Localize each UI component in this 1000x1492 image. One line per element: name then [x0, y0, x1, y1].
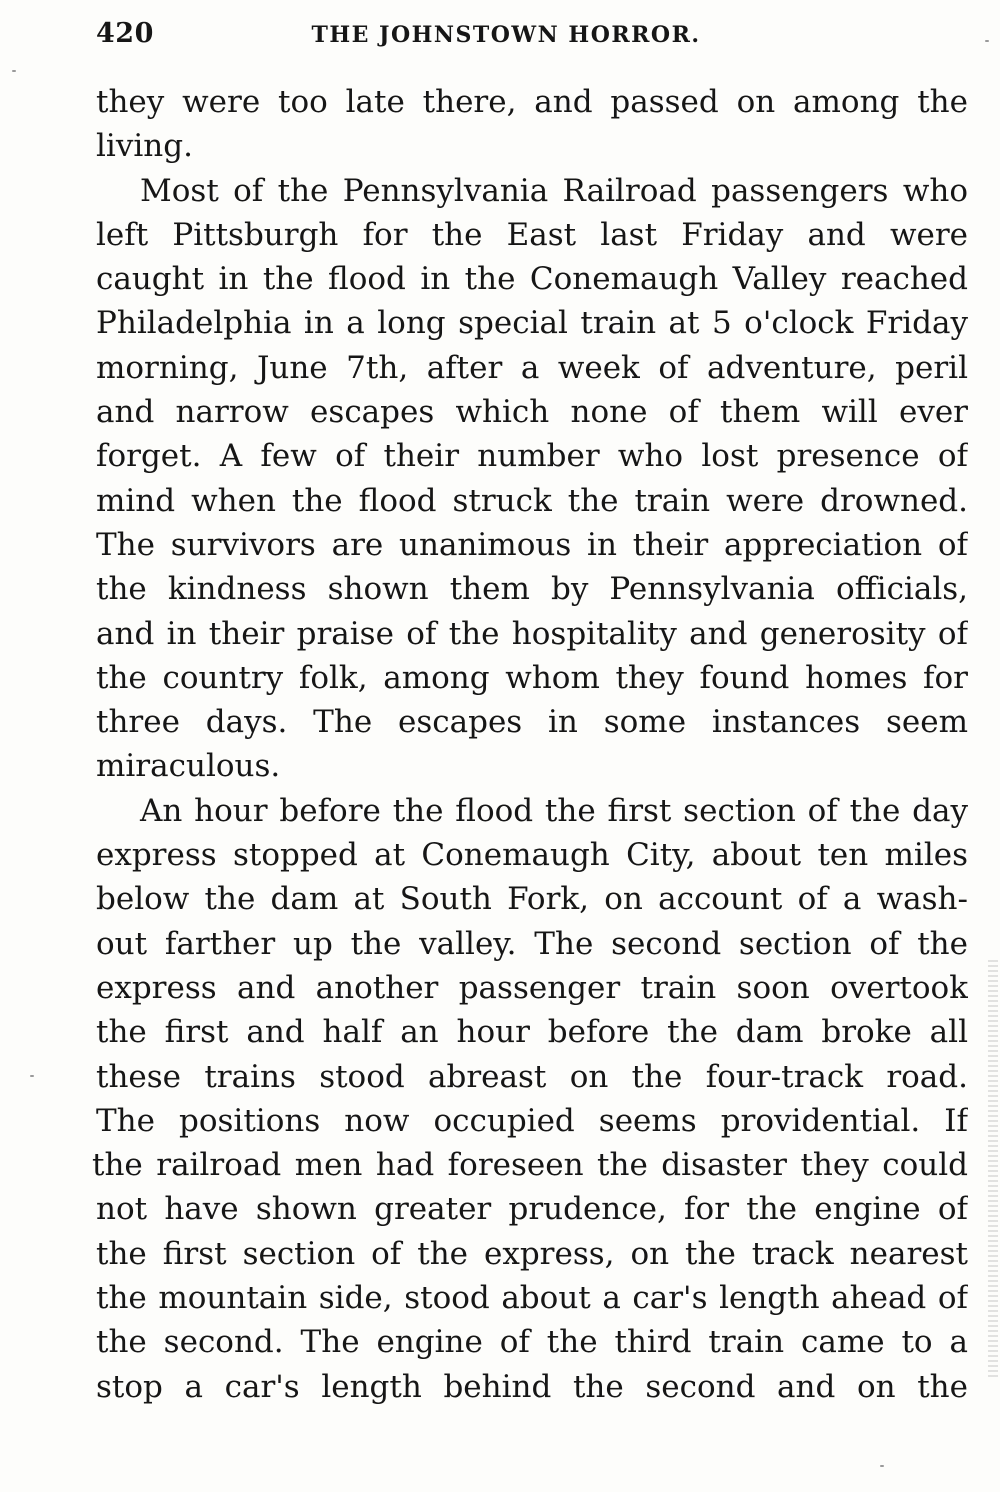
text-line: stop a car's length behind the second and on the: [96, 1368, 968, 1405]
scan-speck: [12, 70, 16, 72]
text-line: they were too late there, and passed on among the: [96, 84, 968, 120]
page-number: 420: [96, 18, 154, 49]
scan-speck: [30, 1075, 34, 1077]
text-line: left Pittsburgh for the East last Friday and were: [96, 216, 968, 253]
paragraph-first-line: Most of the Pennsylvania Railroad passengers who: [140, 172, 968, 209]
text-line: the country folk, among whom they found homes for: [96, 659, 968, 696]
text-line: caught in the flood in the Conemaugh Valley reached: [96, 261, 968, 298]
text-line: three days. The escapes in some instances seem: [96, 704, 968, 741]
text-line: forget. A few of their number who lost presence of: [96, 438, 968, 475]
text-line: morning, June 7th, after a week of adventure, peril: [96, 349, 968, 386]
text-line: below the dam at South Fork, on account of a wash-: [96, 881, 968, 918]
text-line: the first section of the express, on the track nearest: [96, 1235, 968, 1272]
scan-speck: [880, 1465, 884, 1467]
text-line: The positions now occupied seems providential. If: [96, 1102, 968, 1139]
text-line: not have shown greater prudence, for the engine of: [96, 1191, 968, 1228]
text-line: The survivors are unanimous in their appreciation of: [96, 526, 968, 563]
text-line: the kindness shown them by Pennsylvania officials,: [96, 571, 968, 608]
text-line: the second. The engine of the third train came to a: [96, 1324, 968, 1361]
text-line: living.: [96, 128, 193, 165]
text-line: express and another passenger train soon overtook: [96, 969, 968, 1006]
text-line: and narrow escapes which none of them will ever: [96, 394, 968, 431]
text-line: miraculous.: [96, 748, 281, 785]
text-line: the railroad men had foreseen the disaster they could: [92, 1147, 968, 1184]
text-line: Philadelphia in a long special train at 5 o'clock Friday: [96, 305, 968, 342]
text-line: and in their praise of the hospitality and generosity of: [96, 615, 968, 652]
text-line: the first and half an hour before the dam broke all: [96, 1014, 968, 1051]
scan-edge-artifact: [988, 960, 998, 1380]
body-text: [92, 80, 968, 1409]
text-line: express stopped at Conemaugh City, about ten miles: [96, 837, 968, 874]
scan-speck: [985, 40, 989, 42]
text-line: out farther up the valley. The second section of the: [96, 925, 968, 962]
running-title: THE JOHNSTOWN HORROR.: [311, 22, 701, 48]
text-line: mind when the flood struck the train were drowned.: [96, 482, 968, 519]
running-head: [96, 14, 966, 54]
text-line: the mountain side, stood about a car's length ahead of: [96, 1280, 968, 1317]
text-line: these trains stood abreast on the four-track road.: [96, 1058, 968, 1095]
paragraph-first-line: An hour before the flood the first section of the day: [140, 792, 968, 829]
